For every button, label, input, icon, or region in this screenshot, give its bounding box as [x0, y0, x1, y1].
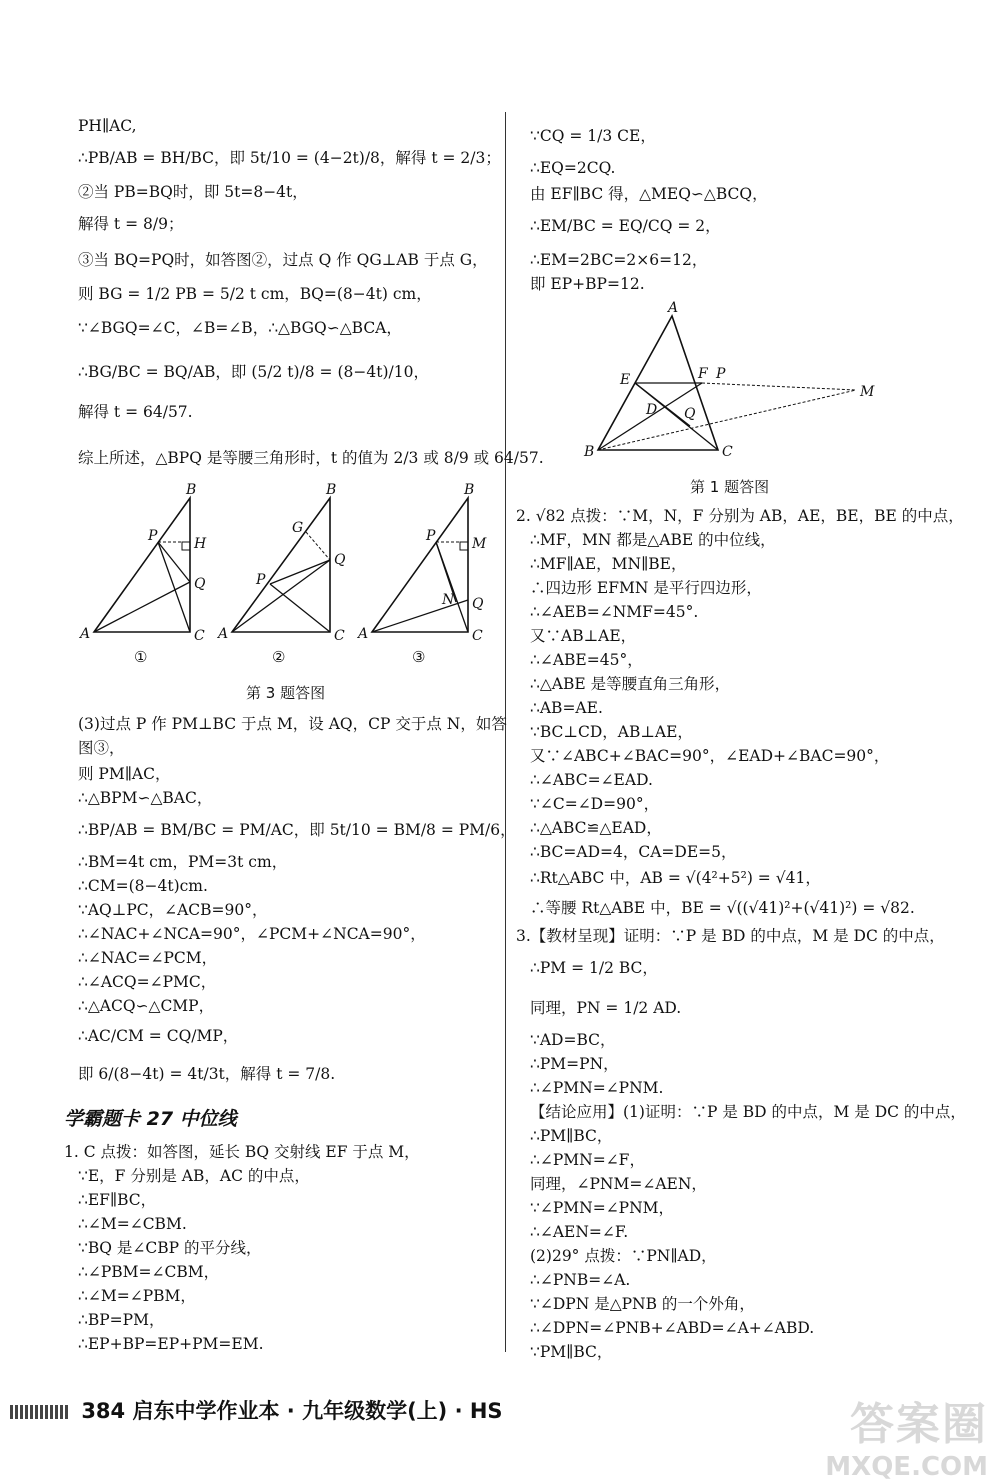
text-line: ∴∠PMN=∠F，: [530, 1151, 645, 1169]
fig3-panel-1: [78, 482, 207, 666]
label: ③: [412, 648, 426, 666]
text-line: 又∵AB⊥AE，: [530, 627, 637, 645]
text-line: 1. C 点拨：如答图，延长 BQ 交射线 EF 于点 M，: [64, 1143, 420, 1161]
text-line: ∴∠NAC+∠NCA=90°，∠PCM+∠NCA=90°，: [78, 925, 426, 943]
text-line: ∴BP/AB = BM/BC = PM/AC，即 5t/10 = BM/8 = PM/6，: [78, 821, 516, 839]
text-line: ∴EM/BC = EQ/CQ = 2，: [530, 217, 721, 235]
page-footer: [10, 1395, 503, 1425]
text-line: ∵BQ 是∠CBP 的平分线，: [78, 1239, 262, 1257]
text-line: ∴BP=PM，: [78, 1311, 165, 1329]
text-line: 则 BG = 1/2 PB = 5/2 t cm，BQ=(8−4t) cm，: [78, 285, 432, 303]
text-line: ∵E，F 分别是 AB，AC 的中点，: [78, 1167, 310, 1185]
text-line: ∴△BPM∽△BAC，: [78, 789, 213, 807]
fig3-diagram: [78, 480, 490, 670]
label: F: [698, 366, 708, 382]
text-line: ∴EF∥BC，: [78, 1191, 157, 1209]
label: B: [326, 482, 337, 498]
label: B: [464, 482, 475, 498]
text-line: ∴BG/BC = BQ/AB，即 (5/2 t)/8 = (8−4t)/10，: [78, 363, 429, 381]
text-line: ∵AD=BC，: [530, 1031, 616, 1049]
text-line: ∵CQ = 1/3 CE，: [530, 127, 656, 145]
barcode-icon: [10, 1405, 68, 1419]
watermark-url: MXQE.COM: [825, 1452, 988, 1482]
text-line: ∴∠M=∠CBM.: [78, 1215, 187, 1233]
label: Q: [472, 596, 484, 612]
text-line: ∴BC=AD=4，CA=DE=5，: [530, 843, 737, 861]
label: P: [148, 528, 158, 544]
text-line: 又∵∠ABC+∠BAC=90°，∠EAD+∠BAC=90°，: [530, 747, 890, 765]
text-line: ∴∠DPN=∠PNB+∠ABD=∠A+∠ABD.: [530, 1319, 815, 1337]
label: C: [194, 628, 205, 644]
label: Q: [684, 406, 696, 422]
text-line: ∴等腰 Rt△ABE 中，BE = √((√41)²+(√41)²) = √82.: [530, 899, 915, 917]
label: C: [722, 444, 733, 460]
label: A: [80, 626, 91, 642]
text-line: ∴AC/CM = CQ/MP，: [78, 1027, 239, 1045]
text-line: ∵AQ⊥PC，∠ACB=90°，: [78, 901, 268, 919]
label: A: [358, 626, 369, 642]
label: M: [860, 384, 875, 400]
text-line: ∵∠C=∠D=90°，: [530, 795, 660, 813]
text-line: 同理，∠PNM=∠AEN，: [530, 1175, 707, 1193]
text-line: ∵BC⊥CD，AB⊥AE，: [530, 723, 693, 741]
text-line: ∴△ABE 是等腰直角三角形，: [530, 675, 731, 693]
fig1-caption: 第 1 题答图: [690, 478, 770, 496]
book-title: 启东中学作业本 · 九年级数学(上) · HS: [132, 1399, 503, 1423]
label: C: [472, 628, 483, 644]
text-line: 2. √82 点拨：∵M，N，F 分别为 AB，AE，BE，BE 的中点，: [516, 507, 964, 525]
section-heading: 学霸题卡 27 中位线: [64, 1108, 237, 1130]
text-line: ∴∠PMN=∠PNM.: [530, 1079, 664, 1097]
text-line: 3.【教材呈现】证明：∵P 是 BD 的中点，M 是 DC 的中点，: [516, 927, 945, 945]
text-line: 同理，PN = 1/2 AD.: [530, 999, 682, 1017]
label: P: [716, 366, 726, 382]
text-line: ∴PM∥BC，: [530, 1127, 613, 1145]
text-line: ∴∠ABE=45°，: [530, 651, 643, 669]
text-line: ∵PM∥BC，: [530, 1343, 613, 1361]
text-line: ∴AB=AE.: [530, 699, 603, 717]
watermark-text: 答案圈: [850, 1399, 988, 1450]
label: N: [442, 592, 455, 608]
text-line: ∴∠PNB=∠A.: [530, 1271, 631, 1289]
label: A: [218, 626, 229, 642]
fig3-panel-2: [216, 482, 346, 666]
text-line: ∴MF∥AE，MN∥BE，: [530, 555, 687, 573]
text-line: 即 6/(8−4t) = 4t/3t，解得 t = 7/8.: [78, 1065, 336, 1083]
label: D: [646, 402, 658, 418]
text-line: ∴∠ACQ=∠PMC，: [78, 973, 217, 991]
text-line: ∵∠DPN 是△PNB 的一个外角，: [530, 1295, 755, 1313]
text-line: ∴CM=(8−4t)cm.: [78, 877, 208, 895]
text-line: ∴EP+BP=EP+PM=EM.: [78, 1335, 264, 1353]
label: M: [472, 536, 487, 552]
text-line: ∴四边形 EFMN 是平行四边形，: [530, 579, 762, 597]
label: ②: [272, 648, 286, 666]
text-line: ∴EM=2BC=2×6=12，: [530, 251, 708, 269]
text-line: ∴PB/AB = BH/BC，即 5t/10 = (4−2t)/8，解得 t = 2/3；: [78, 149, 501, 167]
label: Q: [334, 552, 346, 568]
text-line: ∴△ABC≌△EAD，: [530, 819, 662, 837]
label: P: [256, 572, 266, 588]
label: P: [426, 528, 436, 544]
label: G: [292, 520, 304, 536]
page-number: 384: [81, 1399, 126, 1423]
text-line: 图③，: [78, 739, 125, 757]
text-line: ∴∠AEN=∠F.: [530, 1223, 629, 1241]
label: C: [334, 628, 345, 644]
label: H: [194, 536, 207, 552]
text-line: ∴∠PBM=∠CBM，: [78, 1263, 220, 1281]
label: B: [584, 444, 595, 460]
label: B: [186, 482, 197, 498]
fig3-panel-3: [356, 482, 487, 666]
watermark-logo: [825, 1388, 988, 1482]
text-line: ∴BM=4t cm，PM=3t cm，: [78, 853, 288, 871]
text-line: 即 EP+BP=12.: [530, 275, 645, 293]
text-line: 由 EF∥BC 得，△MEQ∽△BCQ，: [530, 185, 768, 203]
text-line: (2)29° 点拨：∵PN∥AD，: [530, 1247, 717, 1265]
text-line: ∴EQ=2CQ.: [530, 159, 616, 177]
text-line: ∴PM = 1/2 BC，: [530, 959, 658, 977]
label: E: [620, 372, 631, 388]
text-line: ∴∠AEB=∠NMF=45°.: [530, 603, 699, 621]
text-line: 解得 t = 64/57.: [78, 403, 193, 421]
label: A: [668, 300, 679, 316]
text-line: (3)过点 P 作 PM⊥BC 于点 M，设 AQ，CP 交于点 N，如答: [78, 715, 507, 733]
text-line: ∴MF，MN 都是△ABE 的中位线，: [530, 531, 776, 549]
text-line: ∴△ACQ∽△CMP，: [78, 997, 215, 1015]
text-line: ∴PM=PN，: [530, 1055, 619, 1073]
text-line: ②当 PB=BQ时，即 5t=8−4t，: [78, 183, 308, 201]
text-line: PH∥AC,: [78, 117, 137, 135]
fig3-caption: 第 3 题答图: [246, 684, 326, 702]
text-line: ∵∠BGQ=∠C，∠B=∠B，∴△BGQ∽△BCA，: [78, 319, 402, 337]
text-line: 则 PM∥AC，: [78, 765, 171, 783]
text-line: 解得 t = 8/9；: [78, 215, 184, 233]
text-line: ∴∠NAC=∠PCM，: [78, 949, 218, 967]
text-line: ∴∠M=∠PBM，: [78, 1287, 196, 1305]
fig1-diagram: [580, 300, 910, 460]
text-line: ∴∠ABC=∠EAD.: [530, 771, 653, 789]
text-line: ③当 BQ=PQ时，如答图②，过点 Q 作 QG⊥AB 于点 G，: [78, 251, 488, 269]
text-line: 【结论应用】(1)证明：∵P 是 BD 的中点，M 是 DC 的中点，: [530, 1103, 966, 1121]
label: Q: [194, 576, 206, 592]
text-line: ∵∠PMN=∠PNM，: [530, 1199, 675, 1217]
text-line: 综上所述，△BPQ 是等腰三角形时，t 的值为 2/3 或 8/9 或 64/57.: [78, 449, 544, 467]
label: ①: [134, 648, 148, 666]
text-line: ∴Rt△ABC 中，AB = √(4²+5²) = √41，: [530, 869, 821, 887]
